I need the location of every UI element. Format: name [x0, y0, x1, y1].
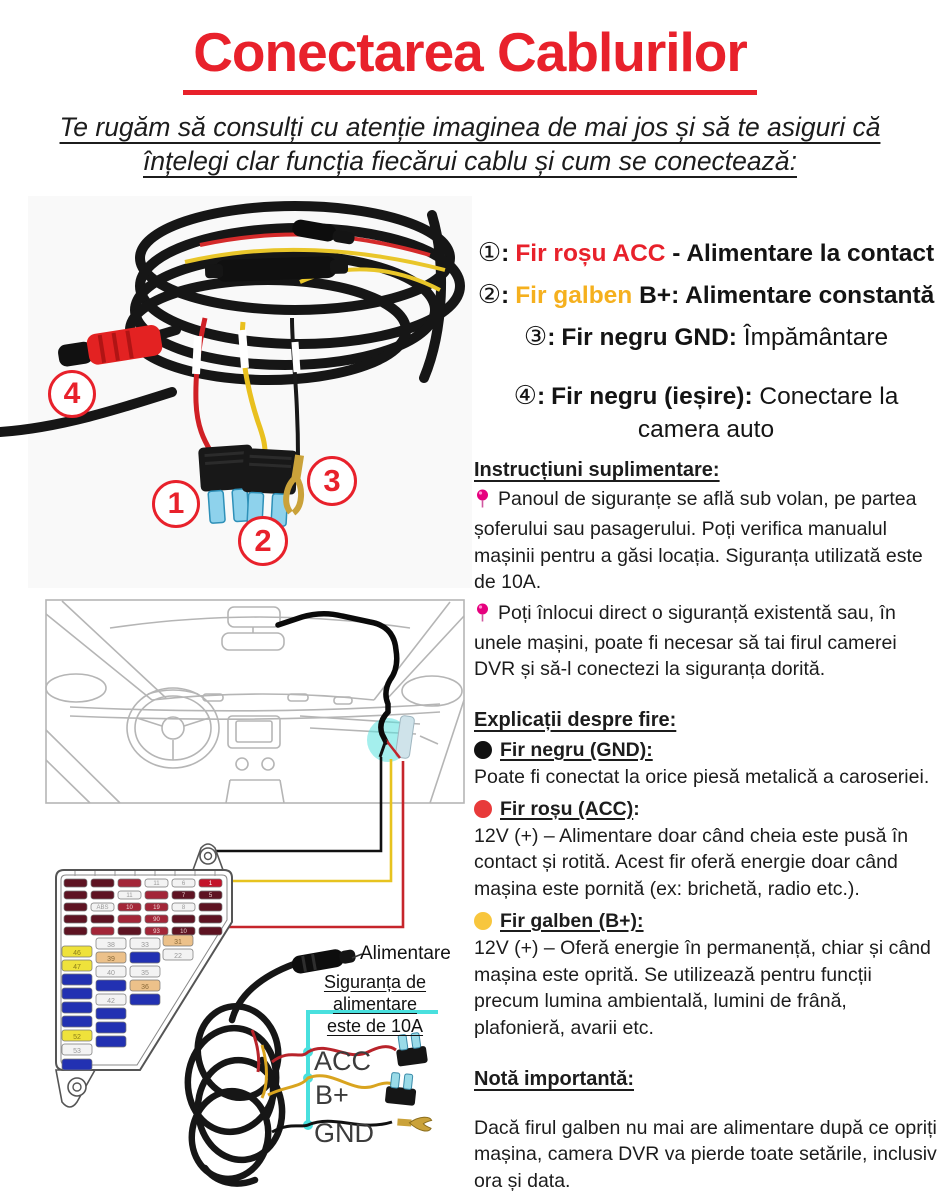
fuse-label: 33 [141, 942, 149, 949]
page-subtitle: Te rugăm să consulți cu atenție imaginea de mai jos și să te asiguri că înțelegi clar funcția fiecărui cablu și cum se conectează: [59, 112, 881, 176]
mini-fuse-tap-bplus [385, 1072, 418, 1106]
fuse-note-label [300, 972, 450, 1038]
fuse [64, 915, 87, 923]
gnd-label: GND [314, 1118, 374, 1148]
wire-item-3 [474, 320, 938, 355]
fuse-note-line2: este de 10A [326, 1015, 424, 1036]
connection-wires [216, 757, 403, 927]
colon: : [536, 383, 546, 411]
acc-label: ACC [314, 1046, 372, 1076]
bplus-entry-label: Fir galben (B+): [500, 909, 644, 932]
fuse-label: 53 [73, 1048, 81, 1055]
fuse [199, 915, 222, 923]
fuse [172, 915, 195, 923]
page-title [0, 20, 940, 95]
instruction-bullet-2 [474, 600, 938, 683]
fuse-label: 93 [153, 929, 160, 935]
wire-4-normal: Conectare la camera auto [637, 383, 899, 444]
wire-3-bold: Fir negru GND: [561, 323, 737, 351]
bplus-label: B+ [315, 1080, 349, 1110]
fuse-label: 5 [208, 893, 213, 899]
wire-2-bold: B+: Alimentare constantă [632, 281, 935, 309]
instructions-heading: Instrucțiuni suplimentare: [474, 459, 720, 482]
wire-item-1 [474, 236, 938, 271]
fuse [130, 952, 160, 963]
photo-badge-1: 1 [152, 480, 200, 528]
fuse-label: 10 [126, 905, 133, 911]
fuse-label: 52 [73, 1034, 81, 1041]
fuse [118, 927, 141, 935]
fuse [91, 915, 114, 923]
fuse-box [56, 844, 232, 1107]
fuse [64, 879, 87, 887]
fuse-label: 22 [174, 953, 182, 960]
circled-number-1: ① [477, 238, 502, 268]
colon: : [501, 281, 510, 309]
fuse [96, 980, 126, 991]
wire-entry-acc-heading [474, 798, 938, 821]
wire-3-normal: Împământare [736, 323, 889, 351]
fuse-label: 35 [141, 970, 149, 977]
fuse [118, 879, 141, 887]
fuse-label: 39 [107, 956, 115, 963]
fuse [96, 1022, 126, 1033]
fuse-label: 46 [73, 950, 81, 957]
page-title-text: Conectarea Cablurilor [183, 20, 757, 95]
fuse [64, 927, 87, 935]
header [0, 0, 940, 179]
fuse [62, 1016, 92, 1027]
red-dot-icon [474, 800, 492, 818]
power-label: Alimentare [360, 943, 451, 964]
fuse-label: 8 [181, 905, 186, 911]
wire-entry-gnd-heading [474, 739, 938, 762]
black-dot-icon [474, 741, 492, 759]
fuse [62, 988, 92, 999]
fuse-label: 47 [73, 964, 81, 971]
fuse-label: 7 [181, 893, 186, 899]
bullet-1-text: Panoul de siguranțe se află sub volan, pe partea șoferului sau pasagerului. Poți verifica manualul mașinii pentru a găsi locația. Siguranța utilizată este de 10A. [474, 488, 923, 594]
wire-item-4 [474, 379, 938, 447]
fuse [91, 927, 114, 935]
wires-heading: Explicații despre fire: [474, 709, 677, 732]
gnd-entry-label: Fir negru (GND): [500, 739, 653, 762]
fuse [96, 1008, 126, 1019]
photo-badge-4: 4 [48, 370, 96, 418]
fuse-label: 36 [141, 984, 149, 991]
routed-cable [278, 614, 397, 742]
photo-badge-3: 3 [307, 456, 357, 506]
fuse [62, 1002, 92, 1013]
right-column [474, 236, 938, 1194]
yellow-wire-label-band [242, 330, 245, 368]
pin-icon [476, 603, 489, 630]
fuse-label: ABS [96, 905, 109, 911]
circled-number-4: ④ [513, 381, 537, 412]
fuse-label: 10 [180, 929, 187, 935]
fuse [145, 891, 168, 899]
wire-2-highlight: Fir galben [515, 281, 633, 309]
acc-entry-label: Fir roșu (ACC) [500, 797, 634, 820]
bullet-2-text: Poți înlocui direct o siguranță existentă sau, în unele mașini, poate fi necesar să tai firul camerei DVR și să-l conectezi la siguranța dorită. [474, 601, 897, 681]
colon: : [501, 240, 510, 267]
power-cable-coil [181, 962, 300, 1185]
fuse [199, 927, 222, 935]
fuse-label: 42 [107, 998, 115, 1005]
fuse-label: 1 [208, 881, 213, 887]
fuse [62, 1059, 92, 1070]
fuse [199, 903, 222, 911]
black-wire-label-band [295, 342, 297, 372]
mini-ground-fork [397, 1115, 432, 1131]
yellow-dot-icon [474, 912, 492, 930]
wire-1-bold: - Alimentare la contact [665, 240, 935, 267]
fuse [64, 903, 87, 911]
note-heading: Notă importantă: [474, 1067, 634, 1090]
note-text: Dacă firul galben nu mai are alimentare după ce opriți mașina, camera DVR va pierde toate setările, inclusiv ora și data. [474, 1116, 937, 1193]
fuse [62, 974, 92, 985]
red-wire-label-band [196, 336, 198, 374]
fuse [118, 915, 141, 923]
pin-icon [476, 489, 489, 516]
fuse-label: 40 [107, 970, 115, 977]
colon: : [547, 323, 556, 351]
fuse-label: 38 [107, 942, 115, 949]
wire-entry-bplus-heading [474, 910, 938, 933]
wire-4-bold: Fir negru (ieșire): [551, 383, 753, 411]
wire-1-highlight: Fir roșu ACC [515, 240, 666, 267]
fuse-label: 90 [153, 917, 160, 923]
wire-item-2 [474, 278, 938, 313]
car-interior-sketch [46, 600, 464, 803]
photo-badge-2: 2 [238, 516, 288, 566]
fuse [91, 891, 114, 899]
fuse-label: 6 [181, 881, 186, 887]
circled-number-2: ② [477, 279, 502, 310]
circled-number-3: ③ [523, 321, 548, 352]
fuse-label: 11 [153, 881, 160, 887]
power-connector [291, 946, 357, 975]
suffix: : [633, 797, 640, 820]
wire-entry-acc-text: 12V (+) – Alimentare doar când cheia este pusă în contact și rotită. Acest fir oferă energie doar când mașina este pornită (ex: brichetă, radio etc.). [474, 824, 909, 901]
wire-entry-gnd-text: Poate fi conectat la orice piesă metalică a caroseriei. [474, 766, 930, 789]
wire-entry-bplus-text: 12V (+) – Oferă energie în permanență, chiar și când mașina este oprită. Se utilizează pentru funcții precum lumina ambientală, lumini de frână, plafonieră, avarii etc. [474, 936, 931, 1039]
fuse-label: 11 [126, 893, 133, 899]
fuse [96, 1036, 126, 1047]
fuse [64, 891, 87, 899]
fuse-note-line1: Siguranța de alimentare [323, 972, 427, 1014]
fuse-label: 31 [174, 939, 182, 946]
fuse [130, 994, 160, 1005]
fuse [91, 879, 114, 887]
fuse-label: 19 [153, 905, 160, 911]
instruction-bullet-1 [474, 486, 938, 596]
